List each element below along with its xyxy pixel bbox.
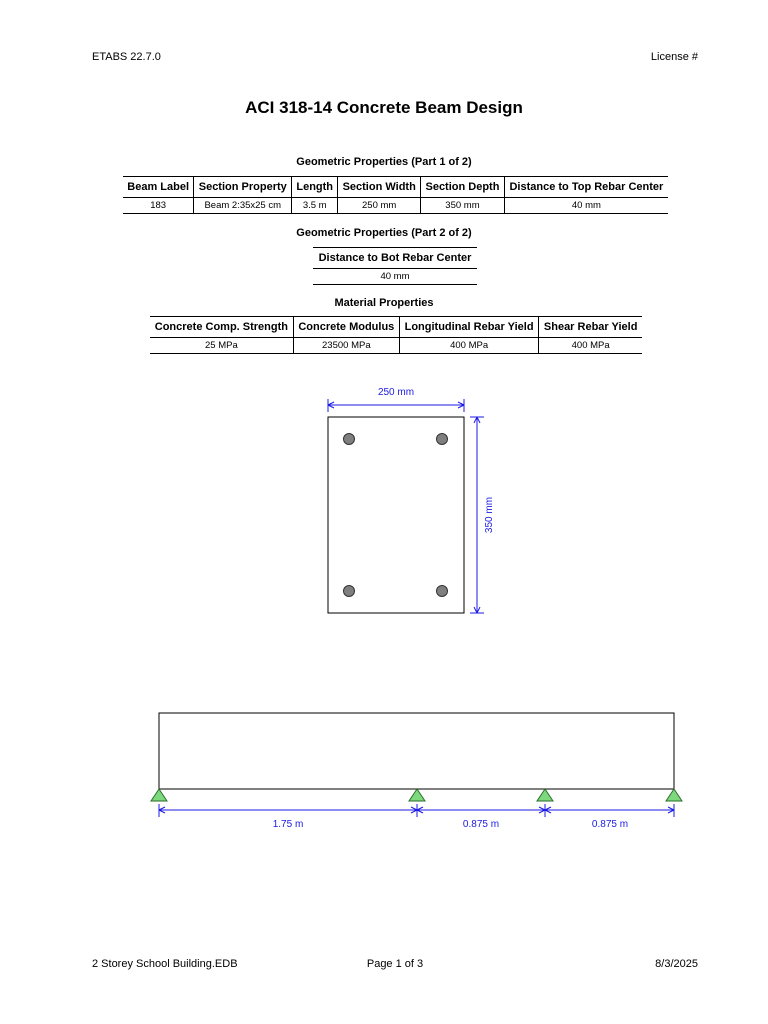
rebar-bottom-left xyxy=(344,586,355,597)
cell-section-property: Beam 2:35x25 cm xyxy=(194,198,292,214)
cell-concrete-modulus: 23500 MPa xyxy=(293,338,399,354)
col-length: Length xyxy=(292,177,338,198)
cell-longitudinal-yield: 400 MPa xyxy=(399,338,538,354)
geometric-part2-caption: Geometric Properties (Part 2 of 2) xyxy=(296,227,472,239)
rebar-top-left xyxy=(344,434,355,445)
beam-cross-section xyxy=(328,417,464,613)
license-label: License # xyxy=(650,51,698,63)
beam-elevation xyxy=(159,713,674,789)
geometric-part1-caption: Geometric Properties (Part 1 of 2) xyxy=(296,156,472,168)
section-outline xyxy=(328,417,464,613)
material-caption: Material Properties xyxy=(334,297,434,309)
col-beam-label: Beam Label xyxy=(123,177,194,198)
cell-bot-rebar-distance: 40 mm xyxy=(313,269,477,285)
support-1 xyxy=(151,789,167,801)
col-top-rebar-distance: Distance to Top Rebar Center xyxy=(504,177,668,198)
col-section-depth: Section Depth xyxy=(421,177,505,198)
cell-beam-label: 183 xyxy=(123,198,194,214)
col-longitudinal-yield: Longitudinal Rebar Yield xyxy=(399,317,538,338)
cell-section-depth: 350 mm xyxy=(421,198,505,214)
page-title: ACI 318-14 Concrete Beam Design xyxy=(245,98,523,117)
width-label: 250 mm xyxy=(377,387,415,398)
span-dimensions xyxy=(159,804,674,817)
rebar-top-right xyxy=(437,434,448,445)
col-concrete-modulus: Concrete Modulus xyxy=(293,317,399,338)
support-3 xyxy=(537,789,553,801)
support-2 xyxy=(409,789,425,801)
cell-top-rebar-distance: 40 mm xyxy=(504,198,668,214)
cell-concrete-strength: 25 MPa xyxy=(150,338,293,354)
col-shear-yield: Shear Rebar Yield xyxy=(539,317,642,338)
width-dimension xyxy=(328,399,464,412)
footer-page: Page 1 of 3 xyxy=(366,958,424,970)
supports xyxy=(151,789,682,801)
depth-dimension xyxy=(470,417,484,613)
cell-length: 3.5 m xyxy=(292,198,338,214)
rebar-bottom-right xyxy=(437,586,448,597)
cell-section-width: 250 mm xyxy=(338,198,421,214)
span-label-2: 0.875 m xyxy=(462,819,500,830)
support-4 xyxy=(666,789,682,801)
col-concrete-strength: Concrete Comp. Strength xyxy=(150,317,293,338)
depth-label: 350 mm xyxy=(484,496,495,534)
span-label-3: 0.875 m xyxy=(591,819,629,830)
footer-date: 8/3/2025 xyxy=(655,958,698,970)
footer-file: 2 Storey School Building.EDB xyxy=(92,958,238,970)
col-section-width: Section Width xyxy=(338,177,421,198)
span-label-1: 1.75 m xyxy=(272,819,304,830)
app-version: ETABS 22.7.0 xyxy=(92,51,161,63)
cell-shear-yield: 400 MPa xyxy=(539,338,642,354)
col-section-property: Section Property xyxy=(194,177,292,198)
col-bot-rebar-distance: Distance to Bot Rebar Center xyxy=(313,248,477,269)
